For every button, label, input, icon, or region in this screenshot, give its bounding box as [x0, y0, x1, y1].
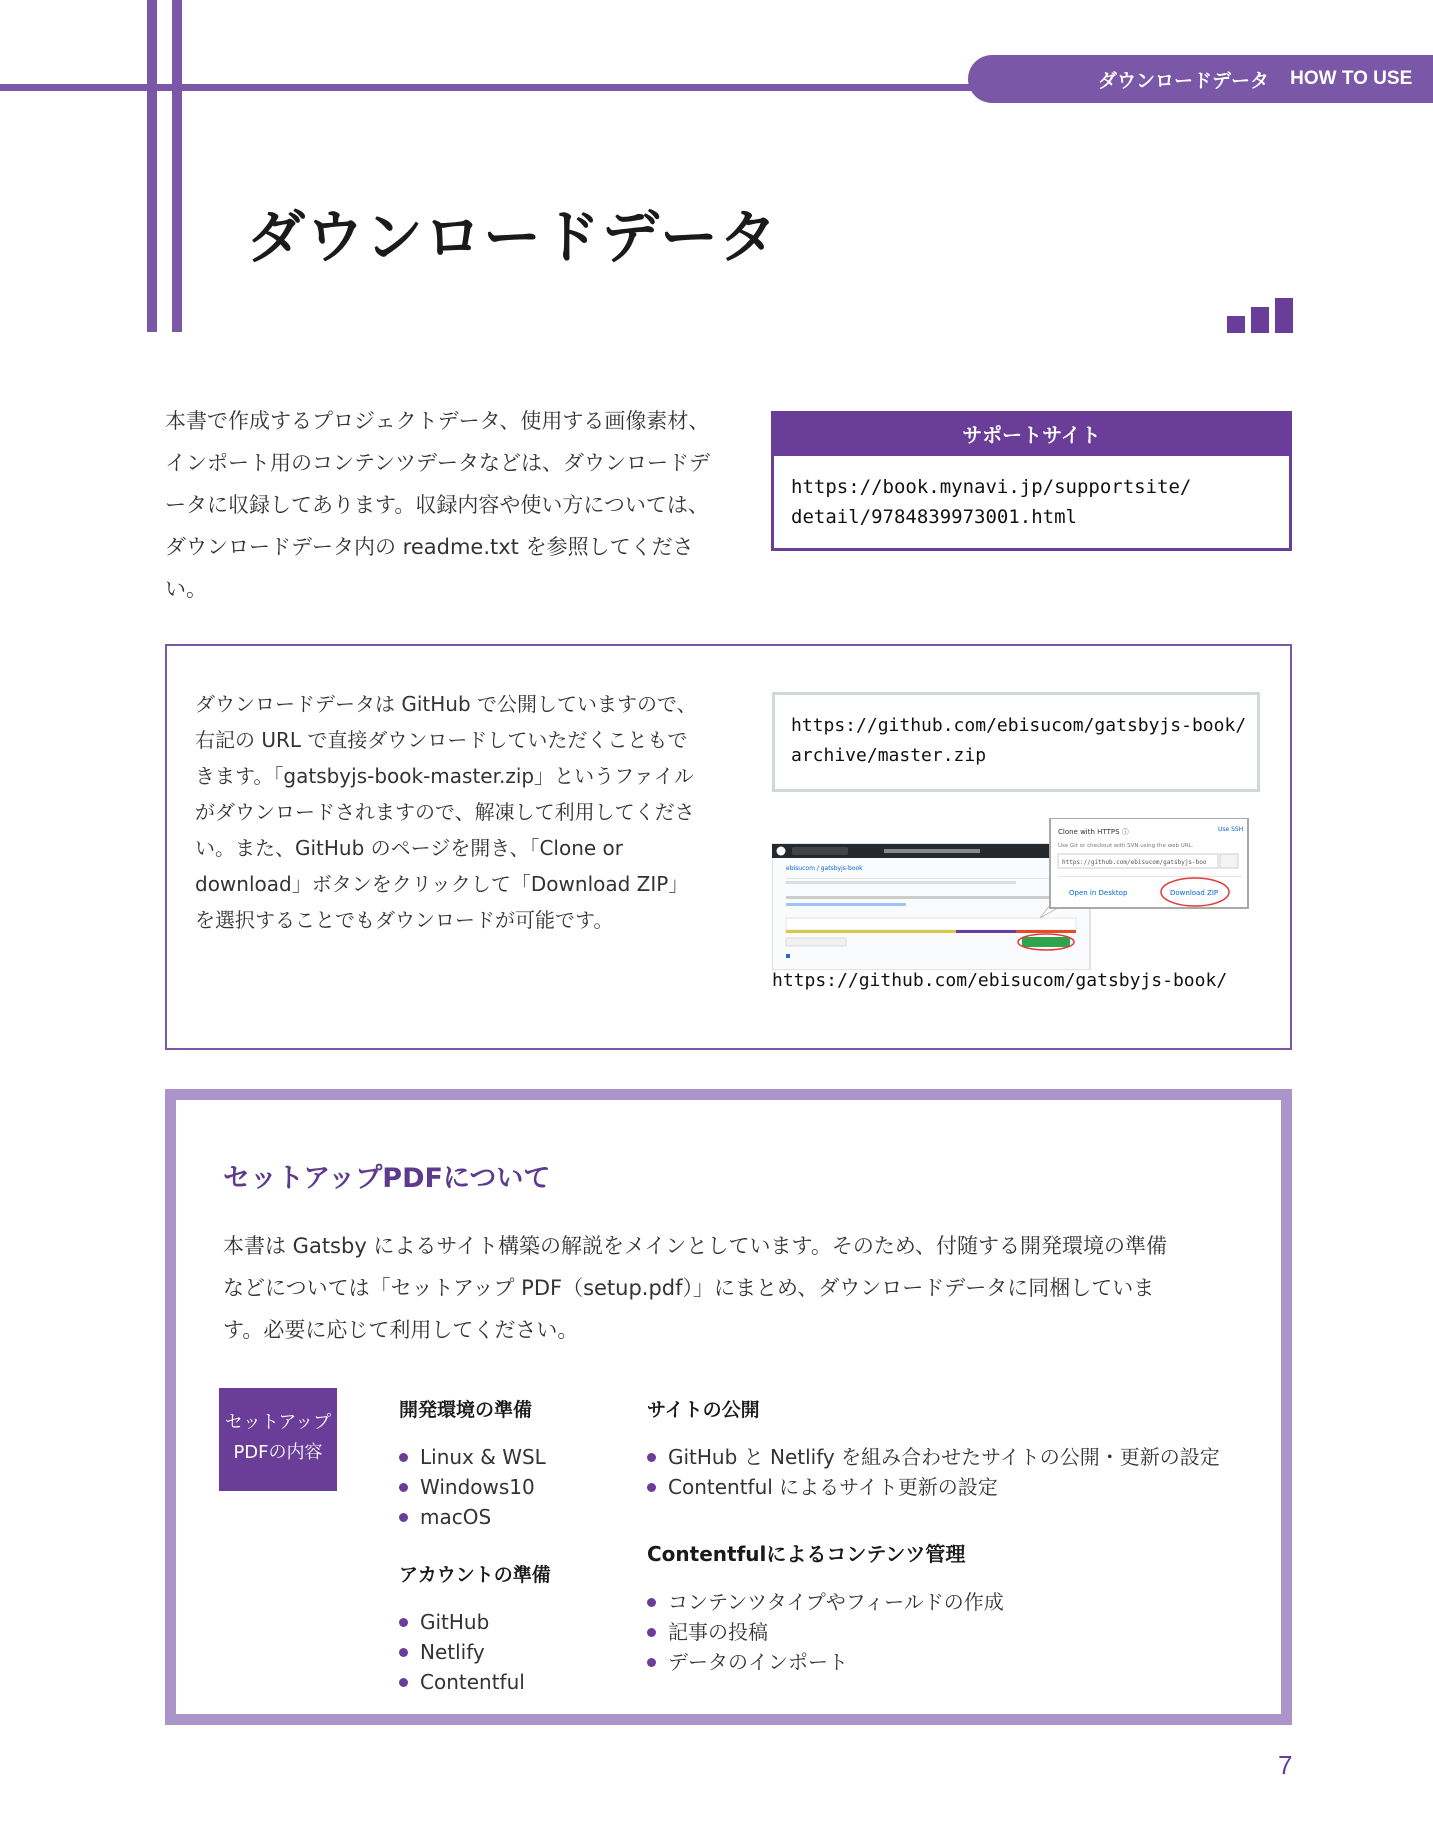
zip-url-box[interactable] [772, 692, 1260, 792]
support-url-line2: detail/9784839973001.html [791, 506, 1077, 528]
setup-pdf-contents-badge [219, 1388, 337, 1491]
github-screenshot [772, 818, 1252, 970]
group-list-accounts [399, 1607, 619, 1697]
group-list-contentful [647, 1587, 1227, 1677]
support-site-url[interactable] [774, 456, 1289, 532]
support-site-box [771, 411, 1292, 551]
screenshot-popup-hint: Use Git or checkout with SVN using the web URL. [1058, 843, 1194, 849]
github-download-box [165, 644, 1292, 1050]
page-number: 7 [1278, 1750, 1293, 1780]
setup-pdf-box [165, 1089, 1292, 1725]
group-heading-accounts: アカウントの準備 [399, 1564, 551, 1586]
group-list-dev-env [399, 1442, 619, 1532]
list-item: Linux & WSL [399, 1442, 619, 1472]
running-header-section: ダウンロードデータ [1098, 70, 1270, 92]
screenshot-download-zip: Download ZIP [1170, 889, 1219, 897]
screenshot-repo-name: ebisucom / gatsbyjs-book [786, 865, 863, 872]
running-header [968, 55, 1433, 103]
screenshot-open-desktop: Open in Desktop [1069, 889, 1128, 897]
bar-graph-icon [1227, 298, 1293, 333]
screenshot-popup-title: Clone with HTTPS ⓘ [1058, 828, 1129, 836]
list-item: Netlify [399, 1637, 619, 1667]
list-item: macOS [399, 1502, 619, 1532]
support-url-line1: https://book.mynavi.jp/supportsite/ [791, 476, 1192, 498]
page-title: ダウンロードデータ [247, 203, 779, 271]
badge-line1: セットアップ [224, 1412, 332, 1433]
zip-url-line1: https://github.com/ebisucom/gatsbyjs-book/ [791, 715, 1247, 736]
decorative-vertical-bar-left [147, 0, 157, 332]
list-item: 記事の投稿 [647, 1617, 1227, 1647]
running-header-label: HOW TO USE [1290, 68, 1413, 89]
decorative-vertical-bar-right [172, 0, 182, 332]
list-item: Contentful によるサイト更新の設定 [647, 1472, 1227, 1502]
screenshot-popup-url: https://github.com/ebisucom/gatsbyjs-boo [1062, 859, 1207, 866]
screenshot-use-ssh: Use SSH [1218, 826, 1244, 833]
github-paragraph: ダウンロードデータは GitHub で公開していますので、右記の URL で直接ダウンロードしていただくこともできます。「gatsbyjs-book-master.zip」というファイルがダウンロードされますので、解凍して利用してください。また、GitHub のページを開き、「Clone or download」ボタンをクリックして「Download ZIP」を選択することでもダウンロードが可能です。 [195, 692, 697, 932]
github-logo-icon [777, 847, 786, 856]
list-item: コンテンツタイプやフィールドの作成 [647, 1587, 1227, 1617]
list-item: Windows10 [399, 1472, 619, 1502]
setup-column-left [399, 1395, 619, 1725]
intro-paragraph: 本書で作成するプロジェクトデータ、使用する画像素材、インポート用のコンテンツデータなどは、ダウンロードデータに収録してあります。収録内容や使い方については、ダウンロードデータ内の readme.txt を参照してください。 [165, 409, 710, 601]
group-heading-contentful: Contentfulによるコンテンツ管理 [647, 1542, 966, 1566]
setup-column-right [647, 1395, 1227, 1705]
group-list-publish [647, 1442, 1227, 1502]
setup-pdf-title: セットアップPDFについて [223, 1163, 551, 1194]
zip-url-line2: archive/master.zip [791, 745, 987, 766]
badge-line2: PDFの内容 [233, 1442, 323, 1463]
repo-url-caption[interactable]: https://github.com/ebisucom/gatsbyjs-book/ [772, 970, 1228, 991]
group-heading-publish: サイトの公開 [647, 1399, 760, 1421]
list-item: GitHub [399, 1607, 619, 1637]
list-item: データのインポート [647, 1647, 1227, 1677]
decorative-horizontal-line [0, 84, 1000, 91]
setup-pdf-description: 本書は Gatsby によるサイト構築の解説をメインとしています。そのため、付随する開発環境の準備などについては「セットアップ PDF（setup.pdf）」にまとめ、ダウンロードデータに同梱しています。必要に応じて利用してください。 [223, 1234, 1168, 1342]
group-heading-dev-env: 開発環境の準備 [399, 1399, 533, 1421]
support-site-title: サポートサイト [774, 414, 1289, 456]
list-item: GitHub と Netlify を組み合わせたサイトの公開・更新の設定 [647, 1442, 1227, 1472]
list-item: Contentful [399, 1667, 619, 1697]
